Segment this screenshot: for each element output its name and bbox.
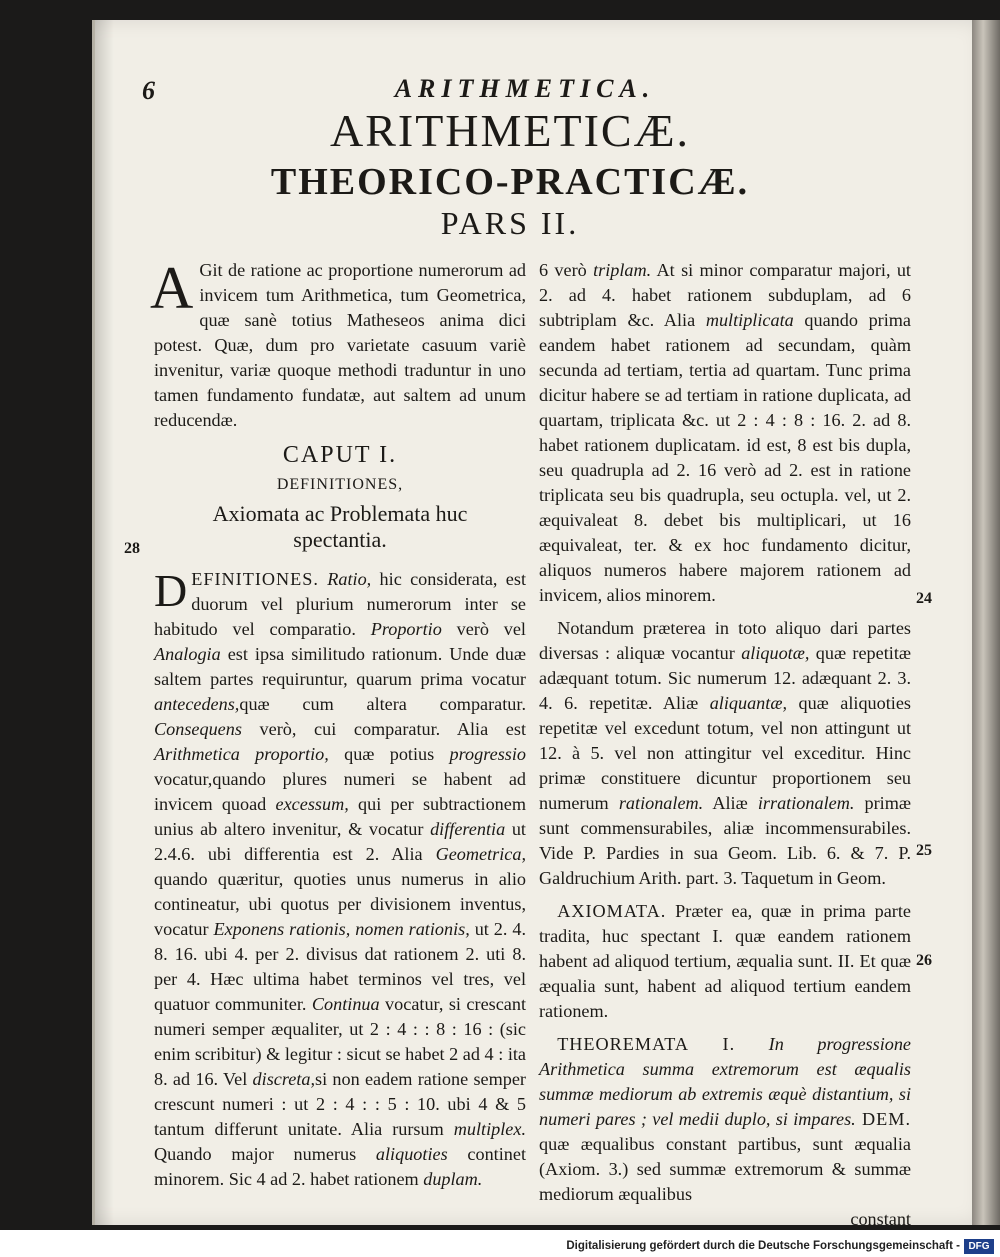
text-segment: 6 verò	[539, 260, 594, 280]
text-segment: primæ sunt commensurabiles, aliæ incommensurabiles. Vide P. Pardies in sua Geom. Lib. 6. & 7. P. Galdruchium Arith. part. 3. Taquetum in Geom.	[539, 793, 911, 888]
dfg-logo-icon: DFG	[964, 1239, 994, 1254]
text-segment: Quando major numerus	[154, 1144, 376, 1164]
footer	[560, 1238, 1000, 1257]
term-duplam: duplam.	[423, 1169, 483, 1189]
text-segment: verò vel	[441, 619, 526, 639]
theoremata-label: THEOREMATA I.	[557, 1034, 736, 1054]
text-segment: quæ potius	[328, 744, 450, 764]
text-segment: quæ cum altera comparatur.	[239, 694, 526, 714]
text-segment: quæ aliquoties repetitæ vel excedunt totum, vel non attingunt ut 12. à 5. vel non attingitur vel exceditur. Hinc primæ constituere dicuntur proportionem seu numerum	[539, 693, 911, 813]
text-segment: verò, cui comparatur. Alia est	[241, 719, 526, 739]
text-segment: quando prima eandem habet rationem ad secundam, quàm secunda ad tertiam, tertia ad quartam. Tunc prima dicitur habere se ad tertiam in ratione duplicata, ad quartam, triplicata &c. ut 2 : 4 : 8 : 16. 2. ad 8. habet rationem duplicatam. id est, 8 est bis dupla, seu quadrupla ad 2. 16 verò ad 2. est in ratione triplicata seu bis quadrupla, seu octupla. vel, ut 2. æquivaleat 8. debet bis multiplicari, ut 16 æquivaleat, ter. & ex hoc fundamento dicitur, aliquos numeros habere majorem rationem ad invicem, alios minorem.	[539, 310, 911, 605]
text-segment: continet minorem. Sic 4 ad 2. habet rationem	[154, 1144, 526, 1189]
demonstratio-label: DEM.	[855, 1109, 911, 1129]
text-segment: ut 2.4.6. ubi differentia est 2. Alia	[154, 819, 526, 864]
text-segment: quæ æqualibus constant partibus, sunt æqualia (Axiom. 3.) sed summæ extremorum & summæ mediorum æqualibus	[539, 1134, 911, 1204]
intro-paragraph	[150, 255, 526, 433]
definitions-label: EFINITIONES.	[191, 569, 319, 589]
axiomata-label: AXIOMATA.	[557, 901, 667, 921]
text-segment: est ipsa similitudo rationum. Unde duæ saltem partes requiruntur, quarum prima vocatur	[154, 644, 526, 689]
term-antecedens: antecedens,	[154, 694, 240, 714]
theorem-statement: In progressione Arithmetica summa extremorum est æqualis summæ mediorum ab extremis æquè distantium, si numeri pares ; vel medii duplo, si impares.	[539, 1034, 912, 1129]
running-head: ARITHMETICA.	[394, 74, 656, 103]
right-paragraph-1	[539, 258, 911, 608]
intro-drop-cap: A	[150, 255, 194, 321]
text-segment: At si minor comparatur majori, ut 2. ad 4. habet rationem subduplam, ad 6 subtriplam &c. Alia	[539, 260, 911, 330]
axiomata-heading: Axiomata ac Problemata huc spectantia.	[212, 501, 468, 552]
term-irrationalem: irrationalem.	[757, 793, 855, 813]
page-number: 6	[142, 76, 155, 105]
text-segment: quæ repetitæ adæquant totum. Sic numerum 12. adæquant 2. 3. 4. 6. repetitæ. Aliæ	[539, 643, 912, 713]
page-gutter-shadow	[92, 20, 114, 1225]
term-rationalem: rationalem.	[618, 793, 704, 813]
definitions-paragraph	[154, 567, 526, 1192]
margin-number-28: 28	[124, 540, 140, 557]
term-differentia: differentia	[430, 819, 506, 839]
text-segment: qui per subtractionem unius ab altero invenitur, & vocatur	[154, 794, 526, 839]
text-segment: quando quæritur, quoties unus numerus in alio contineatur, ubi quotus per divisionem inventus, vocatur	[154, 869, 526, 939]
term-progressio: progressio	[449, 744, 526, 764]
catchword-line	[539, 1207, 911, 1232]
title-line-1: ARITHMETICÆ.	[329, 105, 691, 156]
term-aliquotae: aliquotæ,	[741, 643, 810, 663]
theoremata-paragraph	[539, 1032, 911, 1207]
term-discreta: discreta,	[252, 1069, 316, 1089]
catchword: constant	[850, 1209, 911, 1229]
term-arithmetica-proportio: Arithmetica proportio,	[154, 744, 329, 764]
text-segment: Notandum præterea in toto aliquo dari partes diversas : aliquæ vocantur	[539, 618, 911, 663]
right-column	[539, 258, 911, 1232]
term-proportio: Proportio	[370, 619, 442, 639]
intro-text: Git de ratione ac proportione numerorum ad invicem tum Arithmetica, tum Geometrica, quæ sanè totius Matheseos anima dici potest. Quæ, dum pro varietate casuum variè invenitur, variæ quoque methodi traduntur in uno tamen fundamento fundatæ, aut saltem ad unum reducendæ.	[154, 260, 526, 430]
term-geometrica: Geometrica,	[435, 844, 526, 864]
term-continua: Continua	[311, 994, 380, 1014]
margin-number-25: 25	[916, 842, 932, 859]
term-multiplicata: multiplicata	[705, 310, 794, 330]
text-segment: Præter ea, quæ in prima parte tradita, huc spectant I. quæ eandem rationem habent ad aliquod tertium, æqualia sunt. II. Et quæ æqualia sunt, habent ad aliquod tertium eandem rationem.	[539, 901, 911, 1021]
funding-notice: Digitalisierung gefördert durch die Deutsche Forschungsgemeinschaft -	[566, 1240, 960, 1252]
term-ratio: Ratio,	[327, 569, 372, 589]
definitions-drop-cap: D	[154, 565, 188, 616]
text-segment: si non eadem ratione semper crescunt numeri : ut 2 : 4 : : 5 : 10. ubi 4 & 5 tantum differunt unitate. Alia rursum	[154, 1069, 526, 1139]
margin-number-26: 26	[916, 952, 932, 969]
term-aliquoties: aliquoties	[375, 1144, 448, 1164]
term-consequens: Consequens	[154, 719, 242, 739]
margin-number-24: 24	[916, 590, 932, 607]
term-aliquantae: aliquantæ,	[709, 693, 787, 713]
text-segment: hic considerata, est duorum vel plurium numerorum inter se habitudo vel comparatio.	[154, 569, 526, 639]
title-line-3: PARS II.	[440, 205, 580, 241]
axiomata-paragraph	[539, 899, 911, 1024]
text-segment: vocatur, si crescant numeri semper æqualiter, ut 2 : 4 : : 8 : 16 : (sic enim scribitur) & legitur : sicut se habet 2 ad 4 : ita 8. ad 16. Vel	[154, 994, 527, 1089]
term-exponens-rationis: Exponens rationis, nomen rationis,	[213, 919, 470, 939]
term-analogia: Analogia	[154, 644, 221, 664]
text-segment: Aliæ	[703, 793, 758, 813]
left-column	[150, 255, 527, 1192]
term-excessum: excessum,	[275, 794, 349, 814]
term-multiplex: multiplex.	[453, 1119, 526, 1139]
term-triplam: triplam.	[593, 260, 652, 280]
text-segment: ut 2. 4. 8. 16. ubi 4. per 2. divisus dat rationem 2. uti 8. per 4. Hæc ultima habet terminos vel tres, vel quatuor communiter.	[154, 919, 526, 1014]
text-segment: vocatur,quando plures numeri se habent ad invicem quoad	[154, 769, 526, 814]
chapter-heading: CAPUT I.	[282, 442, 398, 468]
right-paragraph-2	[539, 616, 911, 891]
definitions-heading: DEFINITIONES,	[276, 476, 404, 493]
title-line-2: THEORICO-PRACTICÆ.	[270, 161, 750, 203]
page-edge	[972, 20, 1000, 1225]
